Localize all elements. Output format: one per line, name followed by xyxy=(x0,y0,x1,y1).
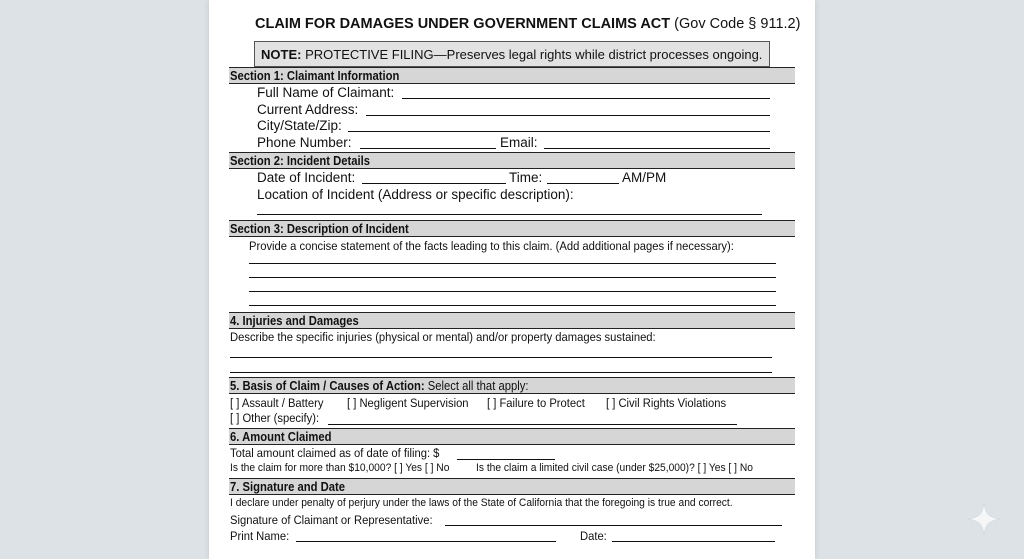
over-10k-question[interactable]: Is the claim for more than $10,000? [ ] Yes [ ] No xyxy=(230,462,450,474)
incident-date-field[interactable] xyxy=(362,183,506,184)
section1-header: Section 1: Claimant Information xyxy=(229,67,795,84)
form-title: CLAIM FOR DAMAGES UNDER GOVERNMENT CLAIMS ACT (Gov Code § 911.2) xyxy=(255,16,801,32)
description-line-1[interactable] xyxy=(249,263,776,264)
incident-location-label: Location of Incident (Address or specific description): xyxy=(257,187,574,202)
section3-header: Section 3: Description of Incident xyxy=(229,220,795,237)
section4-header: 4. Injuries and Damages xyxy=(229,312,795,329)
incident-time-field[interactable] xyxy=(547,183,619,184)
address-field[interactable] xyxy=(366,115,770,116)
injuries-prompt: Describe the specific injuries (physical or mental) and/or property damages sustained: xyxy=(230,330,656,344)
signature-label: Signature of Claimant or Representative: xyxy=(230,513,433,527)
signature-field[interactable] xyxy=(445,525,782,526)
incident-date-label: Date of Incident: xyxy=(257,170,356,185)
city-state-zip-label: City/State/Zip: xyxy=(257,118,342,133)
note-label: NOTE: xyxy=(261,47,302,62)
description-line-4[interactable] xyxy=(249,305,776,306)
option-civil-rights[interactable]: [ ] Civil Rights Violations xyxy=(606,396,727,410)
total-amount-field[interactable] xyxy=(457,459,555,460)
claim-form-page xyxy=(209,0,815,559)
injuries-line-2[interactable] xyxy=(230,372,772,373)
phone-label: Phone Number: xyxy=(257,135,352,150)
note-box xyxy=(254,41,770,67)
sparkle-icon xyxy=(966,501,1002,537)
email-label: Email: xyxy=(500,135,538,150)
limited-civil-question[interactable]: Is the claim a limited civil case (under $25,000)? [ ] Yes [ ] No xyxy=(476,462,753,474)
full-name-field[interactable] xyxy=(402,98,770,99)
other-specify-field[interactable] xyxy=(328,424,737,425)
phone-field[interactable] xyxy=(360,148,496,149)
option-other[interactable]: [ ] Other (specify): xyxy=(230,411,320,425)
date-label: Date: xyxy=(580,529,607,543)
date-field[interactable] xyxy=(612,541,775,542)
section2-header: Section 2: Incident Details xyxy=(229,152,795,169)
city-state-zip-field[interactable] xyxy=(348,131,770,132)
am-pm-label: AM/PM xyxy=(622,170,667,185)
email-field[interactable] xyxy=(544,148,770,149)
incident-location-field[interactable] xyxy=(257,214,762,215)
description-line-2[interactable] xyxy=(249,277,776,278)
option-failure-to-protect[interactable]: [ ] Failure to Protect xyxy=(487,396,585,410)
address-label: Current Address: xyxy=(257,102,359,117)
print-name-label: Print Name: xyxy=(230,529,290,543)
section7-header: 7. Signature and Date xyxy=(229,478,795,495)
print-name-field[interactable] xyxy=(296,541,556,542)
perjury-declaration: I declare under penalty of perjury under the laws of the State of California that the foregoing is true and correct. xyxy=(230,497,733,509)
section5-header: 5. Basis of Claim / Causes of Action: Select all that apply: xyxy=(229,377,795,394)
option-assault-battery[interactable]: [ ] Assault / Battery xyxy=(230,396,324,410)
description-prompt: Provide a concise statement of the facts leading to this claim. (Add additional pages if necessary): xyxy=(249,239,734,253)
full-name-label: Full Name of Claimant: xyxy=(257,85,395,100)
option-negligent-supervision[interactable]: [ ] Negligent Supervision xyxy=(347,396,469,410)
description-line-3[interactable] xyxy=(249,291,776,292)
note-text: PROTECTIVE FILING—Preserves legal rights while district processes ongoing. xyxy=(305,47,763,62)
total-amount-label: Total amount claimed as of date of filing: $ xyxy=(230,446,440,460)
section6-header: 6. Amount Claimed xyxy=(229,428,795,445)
injuries-line-1[interactable] xyxy=(230,357,772,358)
incident-time-label: Time: xyxy=(509,170,543,185)
